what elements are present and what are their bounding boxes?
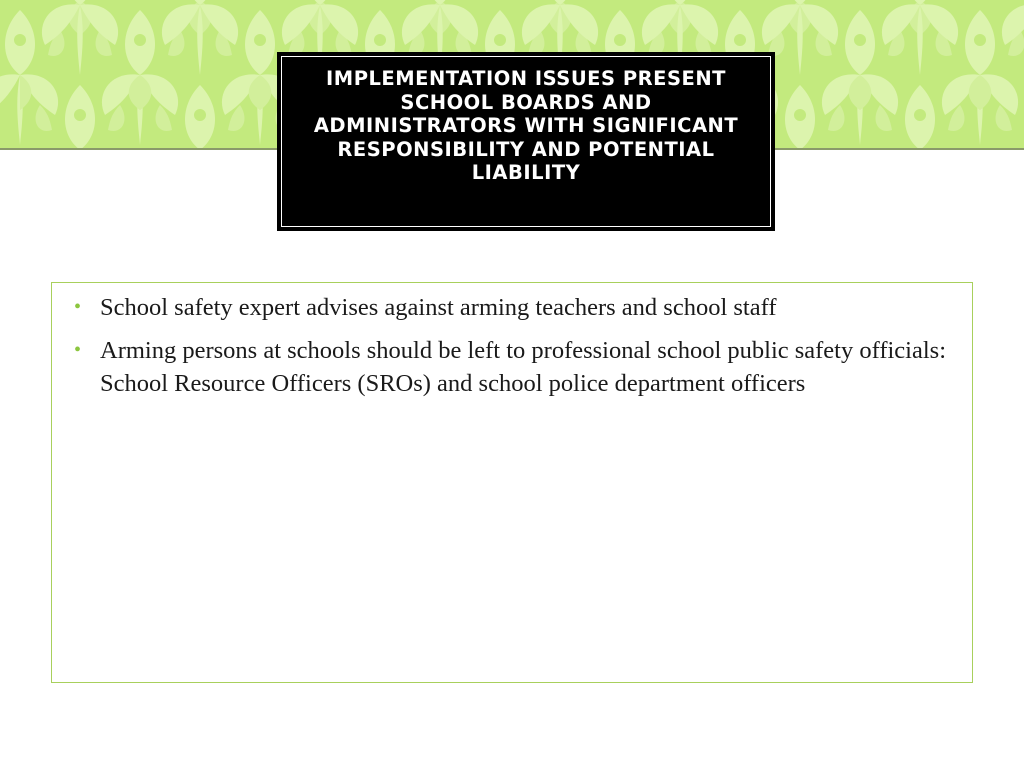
content-box xyxy=(51,282,973,683)
bullet-item xyxy=(74,334,952,400)
title-frame xyxy=(281,56,771,227)
bullet-list xyxy=(52,283,972,400)
bullet-text: Arming persons at schools should be left to professional school public safety officials: School Resource Officers (SROs) and school police department officers xyxy=(100,337,947,397)
title-box xyxy=(278,53,774,230)
bullet-item xyxy=(74,291,952,324)
bullet-text: School safety expert advises against arming teachers and school staff xyxy=(100,294,777,321)
bullet-icon: • xyxy=(74,296,82,318)
slide-title: IMPLEMENTATION ISSUES PRESENT SCHOOL BOARDS AND ADMINISTRATORS WITH SIGNIFICANT RESPONSIBILITY AND POTENTIAL LIABILITY xyxy=(313,67,739,184)
bullet-icon: • xyxy=(74,339,82,361)
